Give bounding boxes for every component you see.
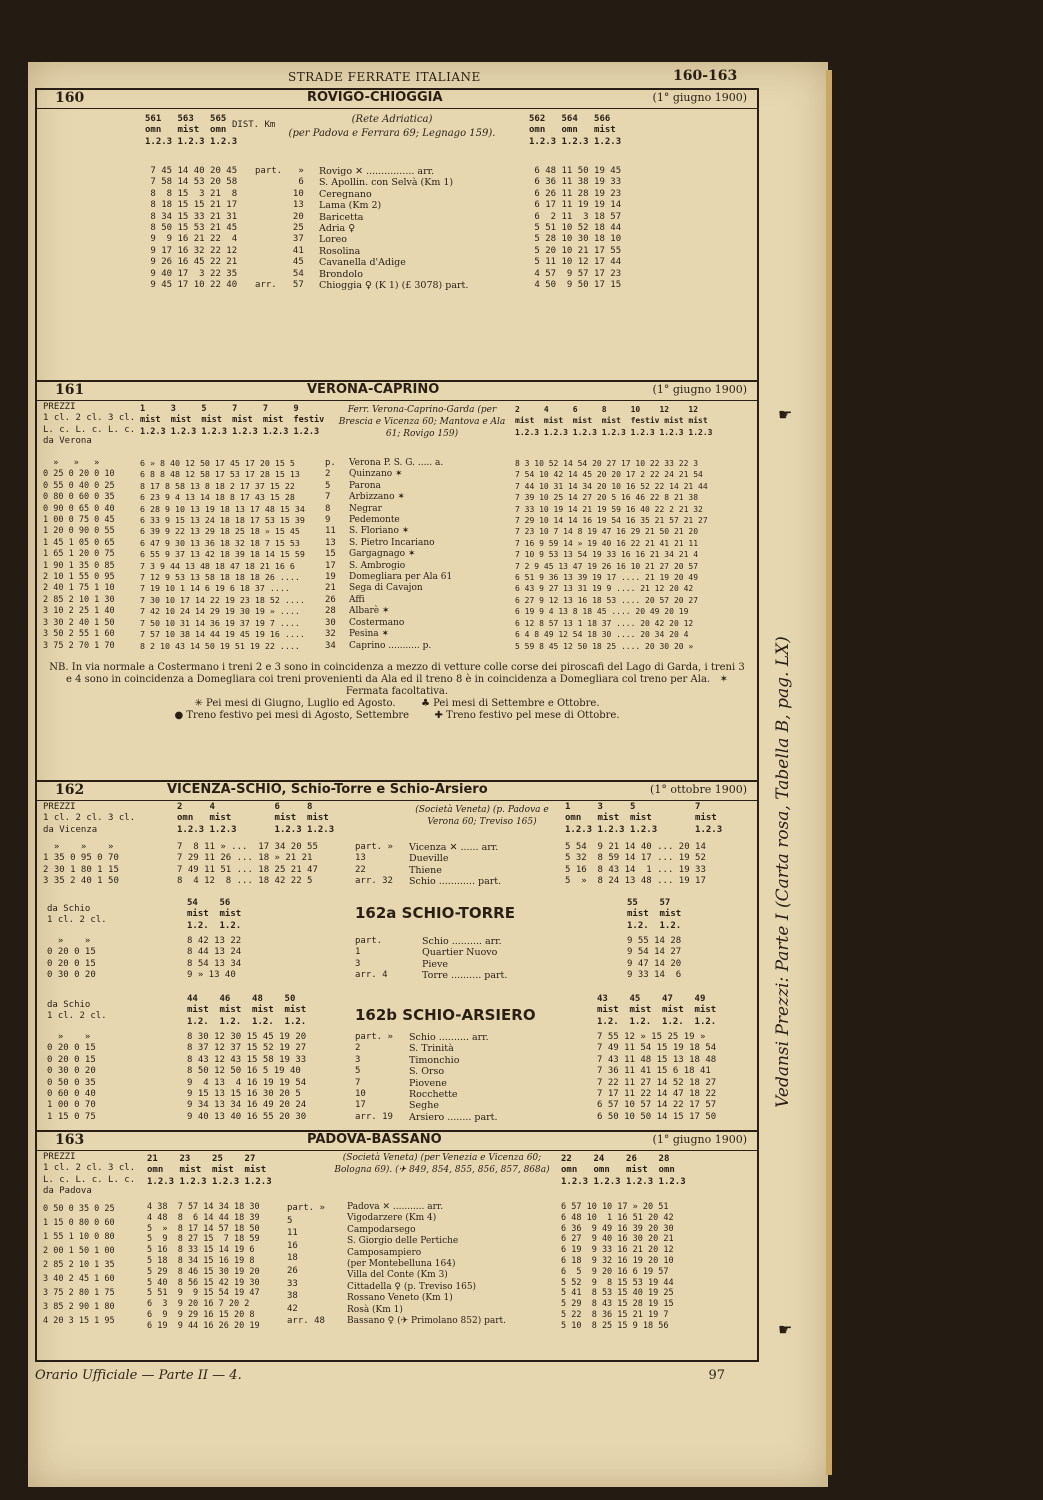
up-train-header: 2 4 6 8 10 12 12 mist mist mist mist festiv mist mist 1.2.3 1.2.3 1.2.3 1.2.3 1.2.3 1.2.3 1.2.3 [515, 405, 713, 437]
section-161-body [37, 400, 757, 780]
section-163-header [37, 1130, 757, 1151]
page-footer [35, 1368, 755, 1383]
side-margin [770, 400, 800, 1350]
company-name: Ferr. Verona-Caprino-Garda (per Brescia e Vicenza 60; Mantova e Ala 61; Rovigo 159) [338, 405, 506, 439]
section-date: (1° giugno 1900) [652, 383, 747, 396]
section-162b-title: 162b SCHIO-ARSIERO [355, 1006, 536, 1024]
section-date: (1° ottobre 1900) [650, 783, 747, 796]
down-train-header: 21 23 25 27 omn mist mist mist 1.2.3 1.2.3 1.2.3 1.2.3 [147, 1154, 272, 1187]
down-train-header: 54 56 mist mist 1.2. 1.2. [187, 898, 242, 931]
up-train-header: 1 3 5 7 omn mist mist mist 1.2.3 1.2.3 1.2.3 1.2.3 [565, 802, 723, 835]
km-column: part. » 2 3 5 7 10 17 arr. 19 [355, 1032, 393, 1122]
prices-header: da Schio 1 cl. 2 cl. [47, 904, 107, 926]
section-title: VERONA-CAPRINO [307, 382, 440, 397]
station-list: Vicenza ✕ ...... arr. Dueville Thiene Schio ............ part. [409, 842, 502, 888]
section-number: 163 [55, 1132, 85, 1148]
down-train-header: 44 46 48 50 mist mist mist mist 1.2. 1.2. 1.2. 1.2. [187, 994, 307, 1027]
section-162-body [37, 800, 757, 1130]
section-162-header [37, 780, 757, 801]
section-161-notes: NB. In via normale a Costermano i treni 2 e 3 sono in coincidenza a mezzo di vetture colle corse dei piroscafi del Lago di Garda, i treni 3 e 4 sono in coincidenza a Domegliara coi treni provenienti da Ala ed il treno 8 è in coincidenza a Domegliara col treno per Ala. ✶ Fermata facoltativa. ✳ Pei mesi di Giugno, Luglio ed Agosto. ♣ Pei mesi di Settembre e Ottobre. ● Treno festivo pei mesi di Agosto, Settembre ✚ Treno festivo pel mese di Ottobre. [49, 662, 745, 721]
pointing-hand-icon: ☛ [778, 405, 793, 424]
price-list: » » 0 20 0 15 0 20 0 15 0 30 0 20 0 50 0 35 0 60 0 40 1 00 0 70 1 15 0 75 [47, 1032, 96, 1122]
down-times: 8 30 12 30 15 45 19 20 8 37 12 37 15 52 19 27 8 43 12 43 15 58 19 33 8 50 12 50 16 5 19 40 9 4 13 4 16 19 19 54 9 15 13 15 16 30 20 5 9 34 13 34 16 49 20 24 9 40 13 40 16 55 20 30 [187, 1032, 307, 1122]
up-times: 6 48 11 50 19 45 6 36 11 38 19 33 6 26 11 28 19 23 6 17 11 19 19 14 6 2 11 3 18 57 5 51 10 52 18 44 5 28 10 30 18 10 5 20 10 21 17 55 5 11 10 12 17 44 4 57 9 57 17 23 4 50 9 50 17 15 [534, 166, 622, 291]
section-title: VICENZA-SCHIO, Schio-Torre e Schio-Arsiero [167, 782, 488, 797]
section-160-header [37, 90, 757, 109]
prices-header: da Schio 1 cl. 2 cl. [47, 1000, 107, 1022]
pointing-hand-icon: ☛ [778, 1320, 793, 1339]
section-date: (1° giugno 1900) [652, 1133, 747, 1146]
down-times: 7 45 14 40 20 45 7 58 14 53 20 58 8 8 15 3 21 8 8 18 15 15 21 17 8 34 15 33 21 31 8 50 15 53 21 45 9 9 16 21 22 4 9 17 16 32 22 12 9 26 16 45 22 21 9 40 17 3 22 35 9 45 17 10 22 40 [150, 166, 238, 291]
connections-note: (per Padova e Ferrara 69; Legnago 159). [288, 128, 496, 139]
page-edge [826, 70, 832, 1475]
section-date: (1° giugno 1900) [652, 91, 747, 104]
section-title: PADOVA-BASSANO [307, 1132, 442, 1147]
price-list: 0 50 0 35 0 25 1 15 0 80 0 60 1 55 1 10 0 80 2 00 1 50 1 00 2 85 2 10 1 35 3 40 2 45 1 60 3 75 2 80 1 75 3 85 2 90 1 80 4 20 3 15 1 95 [43, 1204, 115, 1326]
down-train-header: 561 563 565 omn mist omn 1.2.3 1.2.3 1.2.3 [145, 114, 238, 147]
section-number: 161 [55, 382, 85, 398]
prices-header: PREZZI 1 cl. 2 cl. 3 cl. L. c. L. c. L. c. da Verona [43, 402, 136, 447]
price-list: » » 0 20 0 15 0 20 0 15 0 30 0 20 [47, 936, 96, 981]
station-list: Rovigo ✕ ................ arr. S. Apollin. con Selvà (Km 1) Ceregnano Lama (Km 2) Baricetta Adria ♀ Loreo Rosolina Cavanella d'Adige Brondolo Chioggia ♀ (K 1) (£ 3078) part. [319, 166, 469, 292]
section-160-body [37, 110, 757, 380]
price-list: » » » 0 25 0 20 0 10 0 55 0 40 0 25 0 80 0 60 0 35 0 90 0 65 0 40 1 00 0 75 0 45 1 20 0 90 0 55 1 45 1 05 0 65 1 65 1 20 0 75 1 90 1 35 0 85 2 10 1 55 0 95 2 40 1 75 1 10 2 85 2 10 1 30 3 10 2 25 1 40 3 30 2 40 1 50 3 50 2 55 1 60 3 75 2 70 1 70 [43, 458, 115, 651]
up-train-header: 562 564 566 omn omn mist 1.2.3 1.2.3 1.2.3 [529, 114, 622, 147]
down-times: 8 42 13 22 8 44 13 24 8 54 13 34 9 » 13 40 [187, 936, 242, 981]
prices-header: PREZZI 1 cl. 2 cl. 3 cl. da Vicenza [43, 802, 136, 835]
down-times: 4 38 7 57 14 34 18 30 4 48 8 6 14 44 18 39 5 » 8 17 14 57 18 50 5 9 8 27 15 7 18 59 5 16 8 33 15 14 19 6 5 18 8 34 15 16 19 8 5 29 8 46 15 30 19 20 5 40 8 56 15 42 19 30 5 51 9 9 15 54 19 47 6 3 9 20 16 7 20 2 6 9 9 29 16 15 20 8 6 19 9 44 16 26 20 19 [147, 1202, 260, 1331]
station-list: Padova ✕ ........... arr. Vigodarzere (Km 4) Campodarsego S. Giorgio delle Pertiche Camposampiero (per Montebelluna 164) Villa del Conte (Km 3) Cittadella ♀ (p. Treviso 165) Rossano Veneto (Km 1) Rosà (Km 1) Bassano ♀ (✈ Primolano 852) part. [347, 1202, 506, 1327]
up-times: 7 55 12 » 15 25 19 » 7 49 11 54 15 19 18 54 7 43 11 48 15 13 18 48 7 36 11 41 15 6 18 41 7 22 11 27 14 52 18 27 7 17 11 22 14 47 18 22 6 57 10 57 14 22 17 57 6 50 10 50 14 15 17 50 [597, 1032, 717, 1122]
prices-header: PREZZI 1 cl. 2 cl. 3 cl. L. c. L. c. L. c. da Padova [43, 1152, 136, 1197]
price-list: » » » 1 35 0 95 0 70 2 30 1 80 1 15 3 35 2 40 1 50 [43, 842, 119, 887]
down-train-header: 2 4 6 8 omn mist mist mist 1.2.3 1.2.3 1.2.3 1.2.3 [177, 802, 335, 835]
up-times: 8 3 10 52 14 54 20 27 17 10 22 33 22 3 7 54 10 42 14 45 20 20 17 2 22 24 21 54 7 44 10 31 14 34 20 10 16 52 22 14 21 44 7 39 10 25 14 27 20 5 16 46 22 8 21 38 7 33 10 19 14 21 19 59 16 40 22 2 21 32 7 29 10 14 14 16 19 54 16 35 21 57 21 27 7 23 10 7 14 8 19 47 16 29 21 50 21 20 7 16 9 59 14 » 19 40 16 22 21 41 21 11 7 10 9 53 13 54 19 33 16 16 21 34 21 4 7 2 9 45 13 47 19 26 16 10 21 27 20 57 6 51 9 36 13 39 19 17 .... 21 19 20 49 6 43 9 27 13 31 19 9 .... 21 12 20 42 6 27 9 12 13 16 18 53 .... 20 57 20 27 6 19 9 4 13 8 18 45 .... 20 49 20 19 6 12 8 57 13 1 18 37 .... 20 42 20 12 6 4 8 49 12 54 18 30 .... 20 34 20 4 5 59 8 45 12 50 18 25 .... 20 30 20 » [515, 459, 708, 651]
section-162a-title: 162a SCHIO-TORRE [355, 904, 515, 922]
company-name: (Rete Adriatica) [351, 114, 433, 125]
timetable-frame [35, 88, 759, 1362]
up-train-header: 22 24 26 28 omn omn mist omn 1.2.3 1.2.3 1.2.3 1.2.3 [561, 1154, 686, 1187]
section-161-header [37, 380, 757, 401]
company-name: (Società Veneta) (per Venezia e Vicenza 60; Bologna 69). (✈ 849, 854, 855, 856, 857, 868a) [334, 1153, 550, 1175]
up-times: 6 57 10 10 17 » 20 51 6 48 10 1 16 51 20 42 6 36 9 49 16 39 20 30 6 27 9 40 16 30 20 21 6 19 9 33 16 21 20 12 6 18 9 32 16 19 20 10 6 5 9 20 16 6 19 57 5 52 9 8 15 53 19 44 5 41 8 53 15 40 19 25 5 29 8 43 15 28 19 15 5 22 8 36 15 21 19 7 5 10 8 25 15 9 18 56 [561, 1202, 674, 1331]
station-list: Schio .......... arr. S. Trinità Timonchio S. Orso Piovene Rocchette Seghe Arsiero ........ part. [409, 1032, 498, 1123]
side-price-note: Vedansi Prezzi: Parte I (Carta rosa, Tabella B, pag. LX) [773, 636, 793, 1108]
page-range: 160-163 [673, 68, 738, 84]
dist-label: DIST. Km [232, 120, 276, 130]
station-list: Schio .......... arr. Quartier Nuovo Pieve Torre .......... part. [422, 936, 508, 982]
km-column: part. 1 3 arr. 4 [355, 936, 388, 981]
section-title: ROVIGO-CHIOGGIA [307, 90, 443, 105]
km-column: part. » 5 11 16 18 26 33 38 42 arr. 48 [287, 1203, 325, 1327]
down-times: 6 » 8 40 12 50 17 45 17 20 15 5 6 8 8 48 12 58 17 53 17 28 15 13 8 17 8 58 13 8 18 2 17 37 15 22 6 23 9 4 13 14 18 8 17 43 15 28 6 28 9 10 13 19 18 13 17 48 15 34 6 33 9 15 13 24 18 18 17 53 15 39 6 39 9 22 13 29 18 25 18 » 15 45 6 47 9 30 13 36 18 32 18 7 15 53 6 55 9 37 13 42 18 39 18 14 15 59 7 3 9 44 13 48 18 47 18 21 16 6 7 12 9 53 13 58 18 18 18 26 .... 7 19 10 1 14 6 19 6 18 37 .... 7 30 10 17 14 22 19 23 18 52 .... 7 42 10 24 14 29 19 30 19 » .... 7 50 10 31 14 36 19 37 19 7 .... 7 57 10 38 14 44 19 45 19 16 .... 8 2 10 43 14 50 19 51 19 22 .... [140, 458, 305, 651]
station-list: Verona P. S. G. ..... a. Quinzano ✶ Parona Arbizzano ✶ Negrar Pedemonte S. Floriano ✶ S. Pietro Incariano Gargagnago ✶ S. Ambrogio Domegliara per Ala 61 Sega di Cavajon Affi Albarè ✶ Costermano Pesina ✶ Caprino ........... p. [349, 458, 453, 651]
footer-title: Orario Ufficiale — Parte II — 4. [35, 1368, 242, 1383]
section-number: 160 [55, 90, 85, 106]
down-times: 7 8 11 » ... 17 34 20 55 7 29 11 26 ... 18 » 21 21 7 49 11 51 ... 18 25 21 47 8 4 12 8 ... 18 42 22 5 [177, 842, 318, 887]
up-times: 5 54 9 21 14 40 ... 20 14 5 32 8 59 14 17 ... 19 52 5 16 8 43 14 1 ... 19 33 5 » 8 24 13 48 ... 19 17 [565, 842, 706, 887]
page-number: 97 [708, 1368, 725, 1383]
section-number: 162 [55, 782, 85, 798]
km-column: part. » 6 10 13 20 25 37 41 45 54 arr. 57 [255, 166, 304, 291]
down-train-header: 1 3 5 7 7 9 mist mist mist mist mist festiv 1.2.3 1.2.3 1.2.3 1.2.3 1.2.3 1.2.3 [140, 404, 325, 437]
running-head: STRADE FERRATE ITALIANE [288, 70, 481, 84]
company-name: (Società Veneta) (p. Padova e Verona 60; Treviso 165) [415, 805, 549, 827]
up-train-header: 55 57 mist mist 1.2. 1.2. [627, 898, 682, 931]
page-header [28, 68, 828, 90]
up-train-header: 43 45 47 49 mist mist mist mist 1.2. 1.2. 1.2. 1.2. [597, 994, 717, 1027]
section-163-body [37, 1150, 757, 1360]
up-times: 9 55 14 28 9 54 14 27 9 47 14 20 9 33 14 6 [627, 936, 682, 981]
km-column: part. » 13 22 arr. 32 [355, 842, 393, 887]
km-column: p. 2 5 7 8 9 11 13 15 17 19 21 26 28 30 32 34 [325, 458, 336, 651]
